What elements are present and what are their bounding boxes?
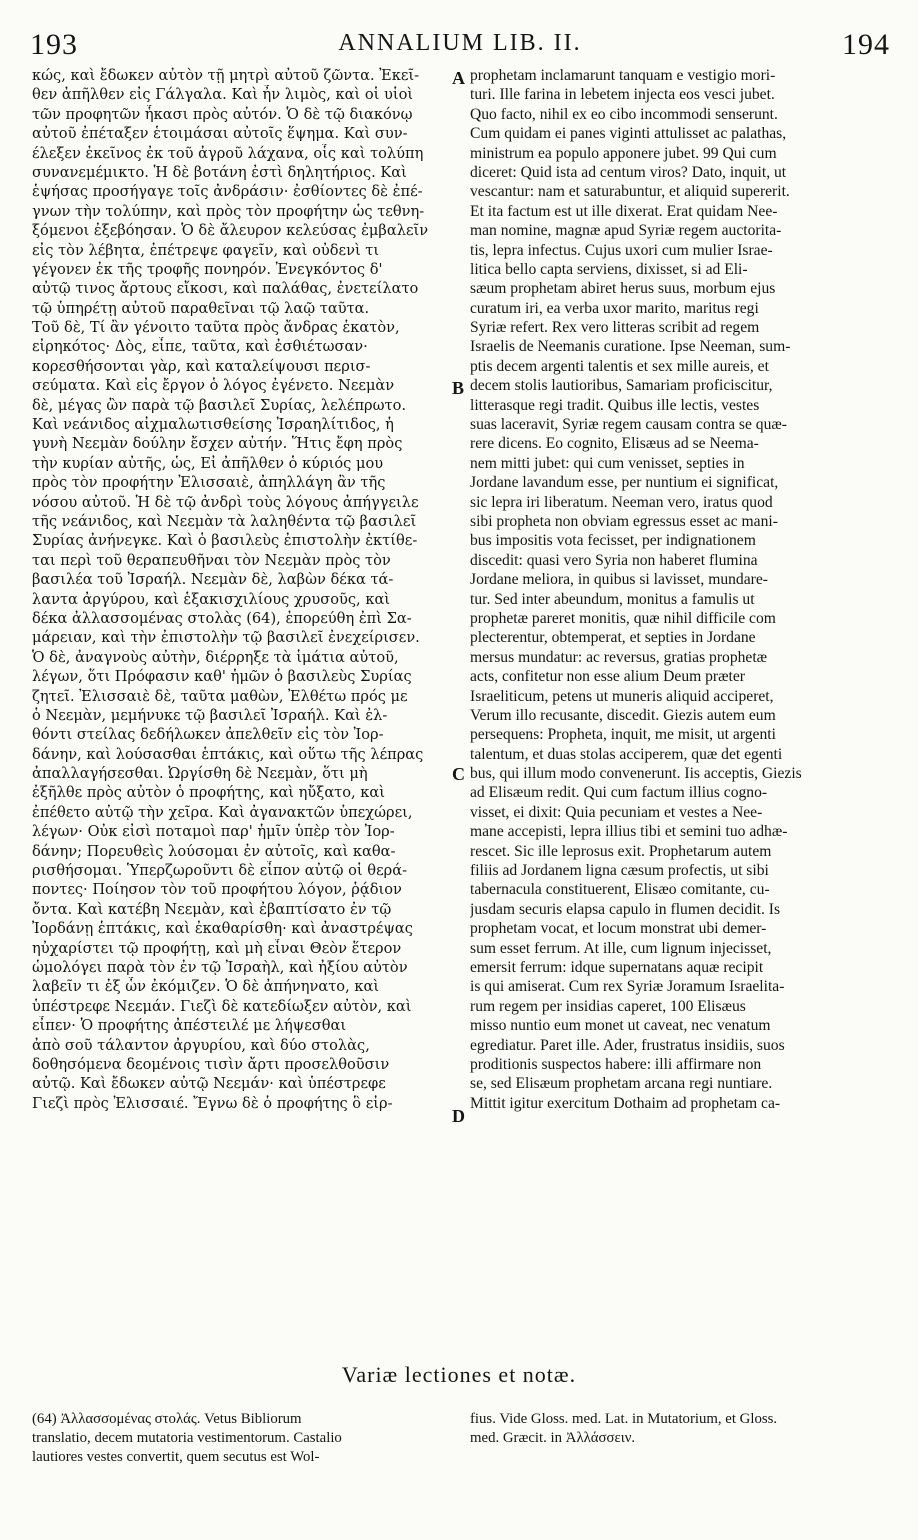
- latin-text-line: rum regem per insidias caperet, 100 Elisæus: [470, 997, 746, 1015]
- greek-text-line: γέγονεν ἐκ τῆς τροφῆς πονηρόν. Ἐνεγκόντος δ': [32, 260, 383, 278]
- page-header: [30, 8, 890, 61]
- latin-text-line: bus, qui illum modo convenerunt. Iis acceptis, Giezis: [470, 765, 802, 783]
- latin-text-line: Cum quidam ei panes viginti attulisset ac palathas,: [470, 125, 787, 143]
- greek-text-line: κορεσθήσονται γὰρ, καὶ καταλείψουσι περισ-: [32, 357, 371, 375]
- greek-text-line: Γιεζὶ πρὸς Ἐλισσαιέ. Ἔγνω δὲ ὁ προφήτης ὃ εἰρ-: [32, 1094, 393, 1112]
- latin-column: [470, 66, 888, 1113]
- latin-text-line: man nomine, magnæ apud Syriæ regem auctorita-: [470, 222, 782, 240]
- latin-text-line: prophetæ pareret monitis, quæ nihil difficile com: [470, 609, 776, 627]
- note-line: (64) Ἀλλασσομένας στολάς. Vetus Bibliorum: [32, 1411, 302, 1427]
- latin-text-line: is qui amiserat. Cum rex Syriæ Joramum Israelita-: [470, 978, 785, 996]
- greek-text-line: ἐπέθετο αὐτῷ τὴν χεῖρα. Καὶ ἀγανακτῶν ὑπεχώρει,: [32, 803, 413, 821]
- latin-text-line: Syriæ refert. Rex vero litteras scribit ad regem: [470, 319, 760, 337]
- latin-text-line: curatum iri, ea verba uxor marito, maritus regi: [470, 299, 759, 317]
- latin-text-line: egrediatur. Paret ille. Ader, frustratus insidiis, suos: [470, 1036, 785, 1054]
- greek-text-line: δάνην, καὶ λούσασθαι ἑπτάκις, καὶ οὕτω τῆς λέπρας: [32, 745, 424, 763]
- greek-text-line: έλεξεν ἐκεῖνος ἐκ τοῦ ἀγροῦ λάχανα, οἷς καὶ τολύπη: [32, 144, 424, 162]
- greek-text-line: Ὁ δὲ, ἀναγνοὺς αὐτὴν, διέρρηξε τὰ ἱμάτια αὐτοῦ,: [32, 648, 399, 666]
- greek-text-line: δὲ, μέγας ὢν παρὰ τῷ βασιλεῖ Συρίας, λελέπρωτο.: [32, 396, 407, 414]
- latin-text-line: bus impositis vota fecisset, per indignationem: [470, 532, 756, 550]
- latin-text-line: Et ita factum est ut ille dixerat. Erat quidam Nee-: [470, 202, 778, 220]
- greek-text-line: δοθησόμενα δεομένοις τισὶν ἄρτι προσελθοῦσιν: [32, 1055, 390, 1073]
- latin-text-line: plecterentur, obtemperat, et septies in Jordane: [470, 629, 756, 647]
- latin-text-line: talentum, et duas stolas acciperem, quæ det egenti: [470, 745, 783, 763]
- greek-text-line: Τοῦ δὲ, Τί ἂν γένοιτο ταῦτα πρὸς ἄνδρας ἑκατὸν,: [32, 319, 400, 337]
- latin-text-line: Israeliticum, petens ut muneris aliquid acciperet,: [470, 687, 774, 705]
- latin-text-line: sæum prophetam abiret herus suus, morbum ejus: [470, 280, 776, 298]
- latin-text-line: litterasque regi tradit. Quibus ille lectis, vestes: [470, 396, 760, 414]
- latin-text-line: vescantur: nam et saturabuntur, et aliquid supererit.: [470, 183, 790, 201]
- greek-text-line: λέγων· Οὐκ εἰσὶ ποταμοὶ παρ' ἡμῖν ὑπὲρ τὸν Ἰορ-: [32, 823, 395, 841]
- latin-text-line: tis, lepra infectus. Cujus uxori cum mulier Israe-: [470, 241, 773, 259]
- greek-text-line: θόντι στείλας δεδήλωκεν ἀπελθεῖν εἰς τὸν Ἰορ-: [32, 726, 384, 744]
- latin-text-line: Quo facto, nihil ex eo cibo incommodi senserunt.: [470, 105, 778, 123]
- latin-text-line: Mittit igitur exercitum Dothaim ad prophetam ca-: [470, 1094, 781, 1112]
- note-line: translatio, decem mutatoria vestimentorum. Castalio: [32, 1430, 342, 1446]
- greek-text-line: ὁ Νεεμὰν, μεμήνυκε τῷ βασιλεῖ Ἰσραήλ. Καὶ ἐλ-: [32, 706, 388, 724]
- latin-text-line: sic lepra iri liberatum. Neeman vero, iratus quod: [470, 493, 773, 511]
- greek-text-line: ἀπαλλαγήσεσθαι. Ὠργίσθη δὲ Νεεμὰν, ὅτι μὴ: [32, 765, 368, 783]
- latin-text-line: persequens: Propheta, inquit, me misit, ut argenti: [470, 726, 776, 744]
- latin-text-line: rescet. Sic ille leprosus exit. Prophetarum autem: [470, 842, 772, 860]
- margin-letter-b: B: [452, 378, 465, 398]
- greek-text-line: λαβεῖν τι ἐξ ὧν ἐκόμιζεν. Ὁ δὲ ἀπήνηνατο, καὶ: [32, 978, 380, 996]
- greek-text-line: βασιλέα τοῦ Ἰσραήλ. Νεεμὰν δὲ, λαβὼν δέκα τά-: [32, 571, 394, 589]
- latin-text-line: Israelis de Neemanis curatione. Ipse Neeman, sum-: [470, 338, 791, 356]
- greek-text-line: ὡμολόγει παρὰ τὸν ἐν τῷ Ἰσραὴλ, καὶ ἠξίου αὐτὸν: [32, 958, 408, 976]
- latin-text-line: prophetam vocat, et locum monstrat ubi demer-: [470, 920, 767, 938]
- notes-left-column: [32, 1410, 452, 1467]
- latin-text-line: prophetam inclamarunt tanquam e vestigio mori-: [470, 67, 776, 84]
- greek-text-line: ρισθήσομαι. Ὑπερζωροῦντι δὲ εἶπον αὐτῷ οἱ θερά-: [32, 862, 408, 880]
- latin-text-line: se, sed Elisæum prophetam arcana regi nuntiare.: [470, 1075, 773, 1093]
- latin-text-line: Jordane lavandum esse, per nuntium ei significat,: [470, 474, 779, 492]
- greek-text-line: εἰρηκότος· Δὸς, εἶπε, ταῦτα, καὶ ἐσθιέτωσαν·: [32, 338, 368, 356]
- greek-text-line: ται περὶ τοῦ θεραπευθῆναι τὸν Νεεμὰν πρὸς τὸν: [32, 551, 391, 569]
- greek-text-line: εἰς τὸν λέβητα, ἐπέτρεψε φαγεῖν, καὶ οὐδενὶ τι: [32, 241, 380, 259]
- greek-text-line: δέκα ἀλλασσομένας στολὰς (64), ἐπορεύθη ἐπὶ Σα-: [32, 609, 412, 627]
- greek-text-line: ξόμενοι ἐξεβόησαν. Ὁ δὲ ἄλευρον κελεύσας ἐμβαλεῖν: [32, 222, 429, 240]
- latin-text-line: ad Elisæum redit. Qui cum factum illius cogno-: [470, 784, 768, 802]
- greek-text-line: ζητεῖ. Ἐλισσαιὲ δὲ, ταῦτα μαθὼν, Ἐλθέτω πρός με: [32, 687, 408, 705]
- greek-text-line: σεύματα. Καὶ εἰς ἔργον ὁ λόγος ἐγένετο. Νεεμὰν: [32, 377, 395, 395]
- latin-text-line: rere dicens. Eo cognito, Elisæus ad se Neema-: [470, 435, 759, 453]
- greek-text-line: συνανεμέμικτο. Ἡ δὲ βοτάνη ἐστὶ δηλητήριος. Καὶ: [32, 163, 407, 181]
- greek-text-line: αὐτῷ τινος ἄρτους εἴκοσι, καὶ παλάθας, ἐνετείλατο: [32, 280, 419, 298]
- greek-text-line: ὄντα. Καὶ κατέβη Νεεμὰν, καὶ ἐβαπτίσατο ἐν τῷ: [32, 900, 392, 918]
- latin-text-line: mane accepisti, lepra illius tibi et semini tuo adhæ-: [470, 823, 788, 841]
- notes-title: Variæ lectiones et notæ.: [341, 1362, 577, 1387]
- greek-text-line: αὐτοῦ ἐπέταξεν ἑτοιμάσαι αὐτοῖς ἕψημα. Καὶ συν-: [32, 125, 408, 143]
- page-number-right: 194: [842, 28, 890, 61]
- greek-text-line: κώς, καὶ ἔδωκεν αὐτὸν τῇ μητρὶ αὐτοῦ ζῶντα. Ἐκεῖ-: [32, 67, 420, 84]
- margin-letter-c: C: [452, 764, 465, 784]
- notes-right-column: [470, 1410, 890, 1448]
- greek-text-line: τὴν κυρίαν αὐτῆς, ὡς, Εἰ ἀπῆλθεν ὁ κύριός μου: [32, 454, 384, 472]
- greek-text-line: ἐξῆλθε πρὸς αὐτὸν ὁ προφήτης, καὶ ηὔξατο, καὶ: [32, 784, 386, 802]
- greek-text-line: θεν ἀπῆλθεν εἰς Γάλγαλα. Καὶ ἦν λιμὸς, καὶ οἱ υἱοὶ: [32, 86, 414, 104]
- greek-text-line: Συρίας ἀνήνεγκε. Καὶ ὁ βασιλεὺς ἐπιστολὴν ἐκτίθε-: [32, 532, 418, 550]
- latin-text-line: sum esset ferrum. At ille, cum lignum injecisset,: [470, 939, 772, 957]
- margin-letter-a: A: [452, 68, 465, 88]
- greek-text-line: ποντες· Ποίησον τὸν τοῦ προφήτου λόγον, ῥᾴδιον: [32, 881, 402, 899]
- latin-text-line: diceret: Quid ista ad centum viros? Dato, inquit, ut: [470, 163, 787, 181]
- note-line: med. Græcit. in Ἀλλάσσειν.: [470, 1430, 636, 1446]
- latin-text-line: suas laceravit, Syriæ regem causam contra se quæ-: [470, 416, 787, 434]
- running-title: ANNALIUM LIB. II.: [338, 30, 582, 56]
- margin-letter-d: D: [452, 1106, 465, 1126]
- latin-text-line: sibi propheta non obviam egressus esset ac mani-: [470, 512, 778, 530]
- latin-text-line: filiis ad Jordanem ligna cæsum profectis, ut sibi: [470, 862, 769, 880]
- latin-text-line: jusdam securis elapsa capulo in flumen decidit. Is: [470, 900, 781, 918]
- greek-text-line: γνων τὴν τολύπην, καὶ πρὸς τὸν προφήτην ὡς τεθνη-: [32, 202, 425, 220]
- latin-text-line: ptis decem argenti talentis et sex mille aureis, et: [470, 357, 769, 375]
- latin-text-line: emersit ferrum: idque supernatans aquæ recipit: [470, 958, 764, 976]
- latin-text-line: Jordane meliora, in quibus si lavisset, mundare-: [470, 571, 768, 589]
- greek-text-line: εἶπεν· Ὁ προφήτης ἀπέστειλέ με λήψεσθαι: [32, 1017, 347, 1035]
- greek-text-line: λαντα ἀργύρου, καὶ ἑξακισχιλίους χρυσοῦς, καὶ: [32, 590, 391, 608]
- latin-text-line: ministrum ea populo apponere jubet. 99 Qui cum: [470, 144, 777, 162]
- note-line: fius. Vide Gloss. med. Lat. in Mutatorium, et Gloss.: [470, 1411, 778, 1427]
- greek-text-line: γυνὴ Νεεμὰν δούλην ἔσχεν αὐτήν. Ἥτις ἔφη πρὸς: [32, 435, 403, 453]
- greek-text-line: ἑψήσας προσήγαγε τοῖς ἀνδράσιν· ἐσθίοντες δὲ ἐπέ-: [32, 183, 423, 201]
- greek-text-line: τῆς νεάνιδος, καὶ Νεεμὰν τὰ λαληθέντα τῷ βασιλεῖ: [32, 512, 417, 530]
- greek-text-line: ηὐχαρίστει τῷ προφήτῃ, καὶ μὴ εἶναι Θεὸν ἕτερον: [32, 939, 402, 957]
- greek-text-line: δάνην; Πορευθεὶς λούσομαι ἐν αὐτοῖς, καὶ καθα-: [32, 842, 396, 860]
- latin-text-line: nem mitti jubet: qui cum venisset, septies in: [470, 454, 745, 472]
- greek-text-line: τῶν προφητῶν ἧκασι πρὸς αὐτόν. Ὁ δὲ τῷ διακόνῳ: [32, 105, 413, 123]
- latin-text-line: tur. Sed inter abeundum, monitus a famulis ut: [470, 590, 755, 608]
- greek-text-line: ἀπὸ σοῦ τάλαντον ἀργυρίου, καὶ δύο στολὰς,: [32, 1036, 370, 1054]
- greek-text-line: τῷ ὑπηρέτῃ αὐτοῦ παραθεῖναι τῷ λαῷ ταῦτα.: [32, 299, 370, 317]
- latin-text-line: misso nuntio eum monet ut caveat, nec venatum: [470, 1017, 771, 1035]
- greek-text-line: λέγων, ὅτι Πρόφασιν καθ' ἡμῶν ὁ βασιλεὺς Συρίας: [32, 668, 412, 686]
- latin-text-line: litica bello capta serviens, dixisset, si ad Eli-: [470, 260, 748, 278]
- latin-text-line: mersus mundatur: ac reversus, gratias prophetæ: [470, 648, 768, 666]
- latin-text-line: visset, ei dixit: Quia pecuniam et vestes a Nee-: [470, 803, 763, 821]
- greek-text-line: αὐτῷ. Καὶ ἔδωκεν αὐτῷ Νεεμάν· καὶ ὑπέστρεφε: [32, 1075, 386, 1093]
- latin-text-line: discedit: quasi vero Syria non haberet flumina: [470, 551, 758, 569]
- latin-text-line: decem stolis lautioribus, Samariam proficiscitur,: [470, 377, 773, 395]
- note-line: lautiores vestes convertit, quem secutus est Wol-: [32, 1449, 320, 1465]
- latin-text-line: tabernacula constituerent, Elisæo comitante, cu-: [470, 881, 770, 899]
- greek-text-line: Ἰορδάνῃ ἑπτάκις, καὶ ἐκαθαρίσθη· καὶ ἀναστρέψας: [32, 920, 413, 938]
- greek-text-line: μάρειαν, καὶ τὴν ἐπιστολὴν τῷ βασιλεῖ ἐνεχείρισεν.: [32, 629, 420, 647]
- latin-text-line: turi. Ille farina in lebetem injecta eos vesci jubet.: [470, 86, 775, 104]
- latin-text-line: proditionis suspectos habere: illi affirmare non: [470, 1055, 762, 1073]
- greek-text-line: νόσου αὐτοῦ. Ἡ δὲ τῷ ἀνδρὶ τοὺς λόγους ἀπήγγειλε: [32, 493, 419, 511]
- greek-text-line: ὑπέστρεφε Νεεμάν. Γιεζὶ δὲ κατεδίωξεν αὐτὸν, καὶ: [32, 997, 412, 1015]
- greek-text-line: πρὸς τὸν προφήτην Ἐλισσαιὲ, ἀπηλλάγη ἂν τῆς: [32, 474, 386, 492]
- latin-text-line: Verum illo recusante, discedit. Giezis autem eum: [470, 706, 776, 724]
- latin-text-line: acts, confitetur non esse alium Deum præter: [470, 668, 745, 686]
- greek-text-line: Καὶ νεάνιδος αἰχμαλωτισθείσης Ἰσραηλίτιδος, ἡ: [32, 416, 394, 434]
- page-number-left: 193: [30, 28, 78, 61]
- greek-column: [32, 66, 444, 1113]
